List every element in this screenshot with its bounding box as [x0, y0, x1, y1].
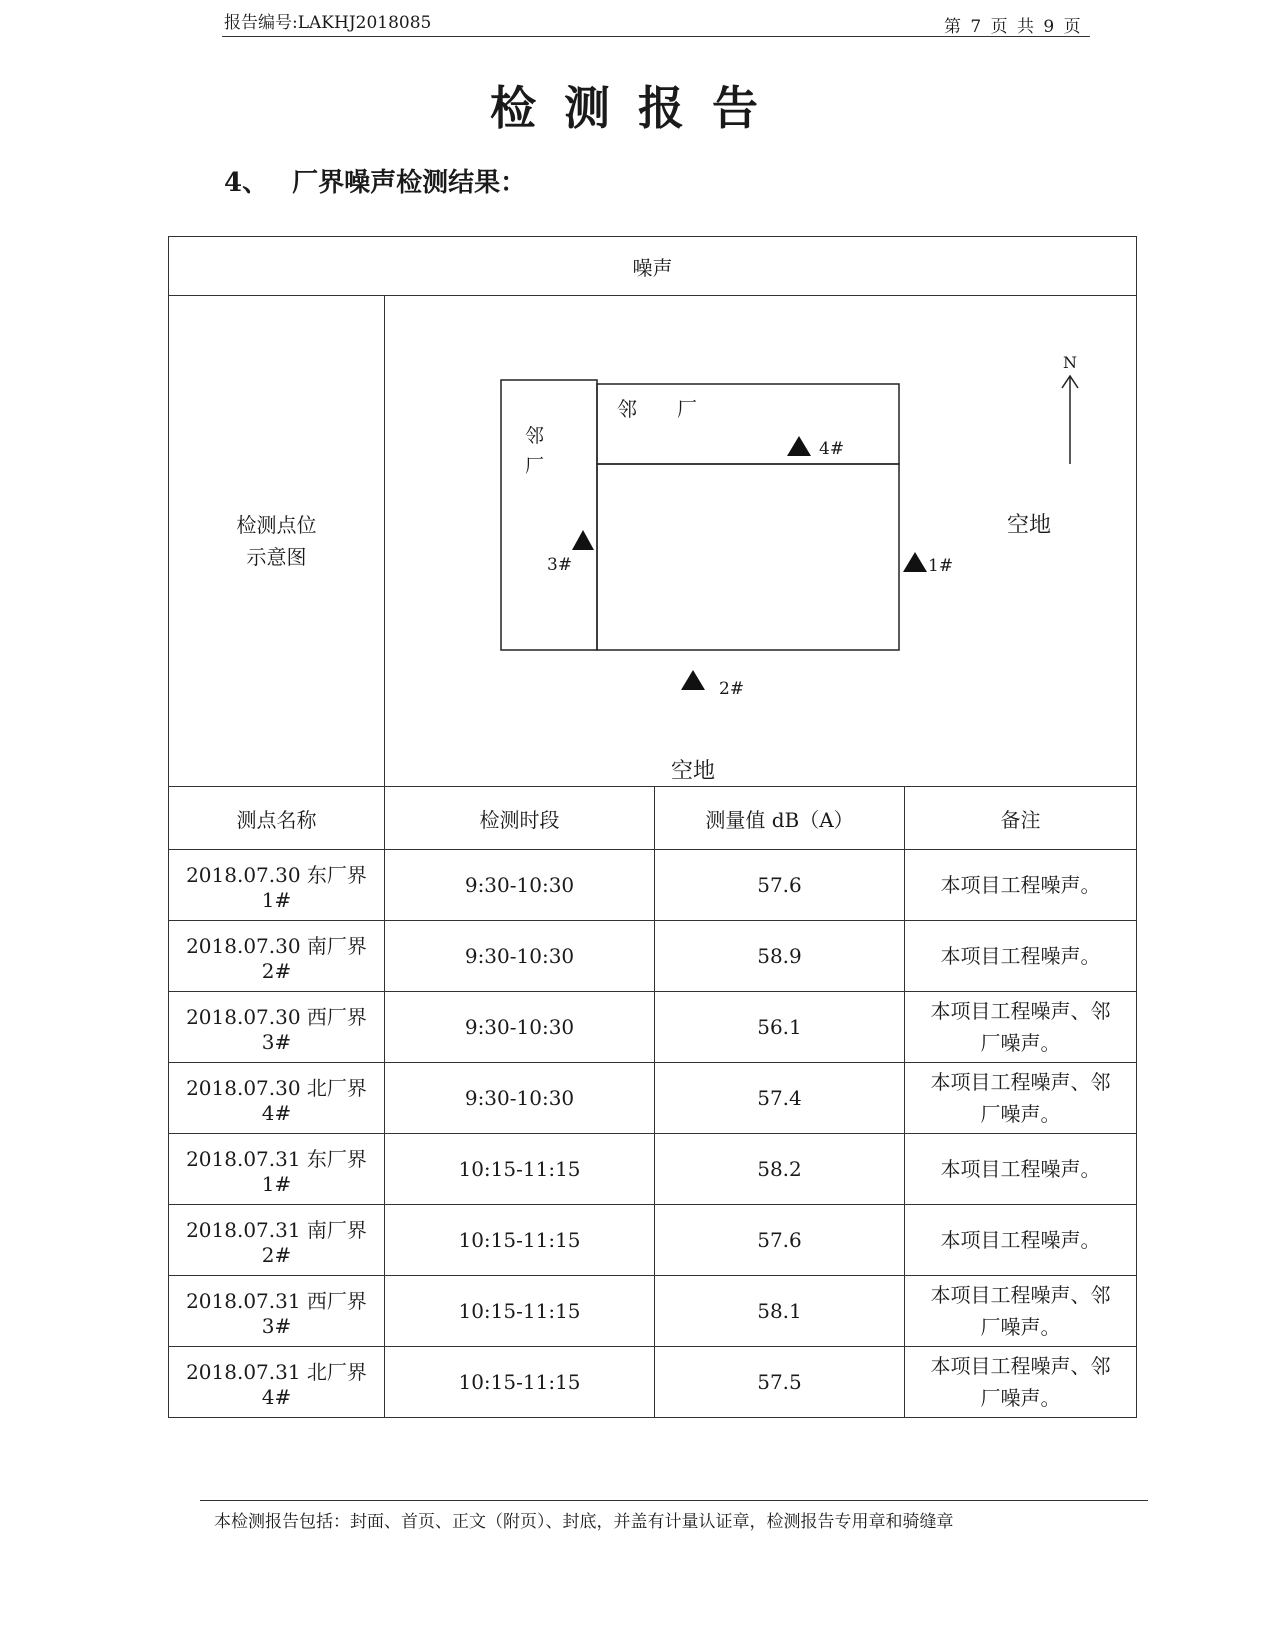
- period: 10:15-11:15: [385, 1276, 655, 1347]
- point-3-marker: [572, 530, 594, 550]
- point-1-label: 1#: [928, 556, 954, 576]
- north-label: N: [1063, 353, 1077, 372]
- measured-value: 57.4: [655, 1063, 905, 1134]
- col-header-remark: 备注: [905, 787, 1137, 850]
- measured-value: 56.1: [655, 992, 905, 1063]
- report-number: 报告编号:LAKHJ2018085: [224, 13, 432, 33]
- table-title-row: [169, 237, 1137, 296]
- remark: 本项目工程噪声、邻 厂噪声。: [905, 1276, 1137, 1347]
- period: 10:15-11:15: [385, 1205, 655, 1276]
- period: 10:15-11:15: [385, 1134, 655, 1205]
- point-name: 2018.07.30 南厂界 2#: [169, 921, 385, 992]
- point-name: 2018.07.30 东厂界 1#: [169, 850, 385, 921]
- period: 9:30-10:30: [385, 850, 655, 921]
- remark: 本项目工程噪声。: [905, 1134, 1137, 1205]
- neighbor-factory-north: [597, 384, 899, 464]
- header-divider: [222, 36, 1090, 37]
- remark: 本项目工程噪声。: [905, 921, 1137, 992]
- neighbor-left-label-2: 厂: [525, 455, 545, 477]
- measured-value: 58.2: [655, 1134, 905, 1205]
- empty-land-south: 空地: [671, 759, 716, 784]
- remark: 本项目工程噪声、邻 厂噪声。: [905, 1063, 1137, 1134]
- table-row: [169, 1205, 1137, 1276]
- empty-land-east: 空地: [1007, 513, 1052, 538]
- table-row: [169, 1347, 1137, 1418]
- noise-results-table: [168, 236, 1137, 1418]
- map-label-line2: 示意图: [246, 545, 307, 569]
- table-row: [169, 1134, 1137, 1205]
- section-title: 厂界噪声检测结果：: [292, 168, 527, 198]
- point-2-marker: [681, 670, 705, 690]
- period: 9:30-10:30: [385, 1063, 655, 1134]
- column-header-row: [169, 787, 1137, 850]
- point-name: 2018.07.31 西厂界 3#: [169, 1276, 385, 1347]
- point-3-label: 3#: [547, 555, 573, 575]
- remark: 本项目工程噪声、邻 厂噪声。: [905, 1347, 1137, 1418]
- point-name: 2018.07.31 南厂界 2#: [169, 1205, 385, 1276]
- measured-value: 57.6: [655, 1205, 905, 1276]
- measured-value: 57.6: [655, 850, 905, 921]
- period: 9:30-10:30: [385, 992, 655, 1063]
- table-row: [169, 992, 1137, 1063]
- table-row: [169, 850, 1137, 921]
- remark: 本项目工程噪声。: [905, 850, 1137, 921]
- map-label-line1: 检测点位: [236, 513, 317, 537]
- neighbor-left-label-1: 邻: [525, 425, 545, 447]
- table-title: 噪声: [169, 237, 1137, 296]
- table-row: [169, 1276, 1137, 1347]
- table-row: [169, 1063, 1137, 1134]
- remark: 本项目工程噪声。: [905, 1205, 1137, 1276]
- measured-value: 57.5: [655, 1347, 905, 1418]
- point-4-label: 4#: [819, 439, 845, 459]
- remark: 本项目工程噪声、邻 厂噪声。: [905, 992, 1137, 1063]
- point-name: 2018.07.30 北厂界 4#: [169, 1063, 385, 1134]
- page-title: 检测报告: [490, 81, 786, 135]
- point-2-label: 2#: [719, 679, 745, 699]
- neighbor-top-label: 邻 厂: [617, 397, 697, 421]
- map-row: [169, 296, 1137, 787]
- table-row: [169, 921, 1137, 992]
- section-heading: [224, 162, 526, 199]
- point-name: 2018.07.31 东厂界 1#: [169, 1134, 385, 1205]
- measured-value: 58.1: [655, 1276, 905, 1347]
- monitoring-point-map: [385, 296, 1137, 787]
- point-name: 2018.07.30 西厂界 3#: [169, 992, 385, 1063]
- project-site: [597, 464, 899, 650]
- neighbor-factory-west: [501, 380, 597, 650]
- page-indicator: 第 7 页 共 9 页: [944, 17, 1083, 37]
- col-header-period: 检测时段: [385, 787, 655, 850]
- col-header-point: 测点名称: [169, 787, 385, 850]
- period: 10:15-11:15: [385, 1347, 655, 1418]
- measured-value: 58.9: [655, 921, 905, 992]
- section-number: 4、: [224, 168, 269, 198]
- map-label-cell: [169, 296, 385, 787]
- footer-divider: [200, 1500, 1148, 1501]
- point-4-marker: [787, 436, 811, 456]
- footer-note: 本检测报告包括：封面、首页、正文（附页）、封底，并盖有计量认证章，检测报告专用章和骑缝章: [214, 1512, 954, 1532]
- site-diagram: [385, 296, 1137, 786]
- period: 9:30-10:30: [385, 921, 655, 992]
- point-name: 2018.07.31 北厂界 4#: [169, 1347, 385, 1418]
- col-header-value: 测量值 dB（A）: [655, 787, 905, 850]
- point-1-marker: [903, 552, 927, 572]
